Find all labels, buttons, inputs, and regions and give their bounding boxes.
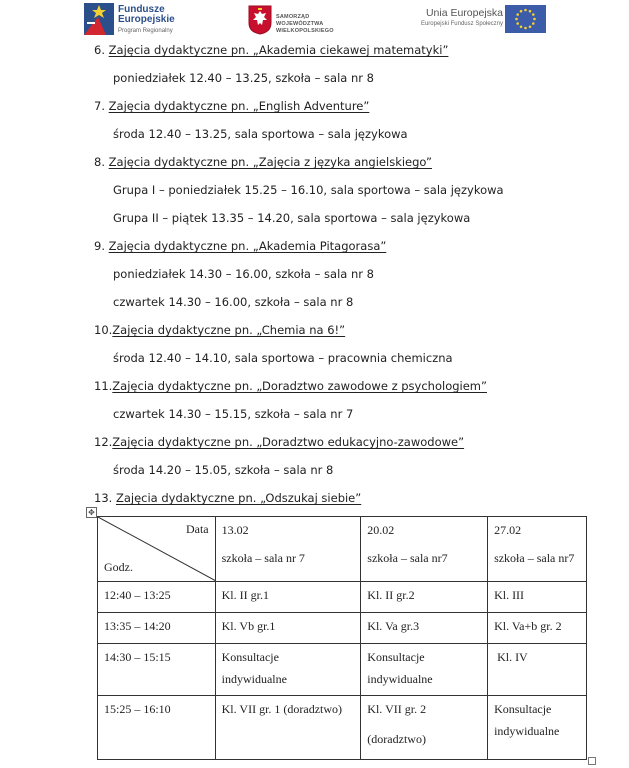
column-date: 13.02 [221,523,249,537]
eu-star [532,13,535,16]
table-cell: Kl. II gr.1 [215,582,361,613]
cell-line: Konsultacje [221,650,279,664]
item-number: 10. [94,323,113,337]
list-item-title [94,379,487,393]
item-title: Zajęcia dydaktyczne pn. „Doradztwo zawodowe z psychologiem” [112,379,487,393]
table-row [98,696,587,760]
eu-star [516,22,519,25]
table-cell [488,644,587,696]
column-place: szkoła – sala nr 7 [221,551,305,565]
cell-line: Konsultacje [494,702,552,716]
table-row [98,644,587,696]
page-header [0,0,629,40]
corner-cell [98,517,216,582]
column-date: 20.02 [367,523,395,537]
list-item-title [94,43,448,57]
cell-line: indywidualne [367,672,433,686]
table-resize-handle[interactable] [588,757,596,765]
item-title: Zajęcia dydaktyczne pn. „Akademia Pitagorasa” [108,239,387,253]
table-cell: Kl. Va+b gr. 2 [488,613,587,644]
table-header-row [98,517,587,582]
item-number: 11. [94,379,113,393]
cell-line: (doradztwo) [367,732,426,746]
item-detail: środa 12.40 – 13.25, sala sportowa – sala językowa [113,127,408,141]
eu-star [515,18,518,21]
list-item-title [94,435,464,449]
list-item-title [94,491,361,505]
cell-line: Konsultacje [367,650,425,664]
item-number: 8. [94,155,105,169]
cell-line: indywidualne [221,672,287,686]
item-number: 13. [94,491,113,505]
column-date: 27.02 [494,523,522,537]
cell-line: Kl. VII gr. 2 [367,702,427,716]
cell-line: Kl. IV [494,650,528,664]
item-title: Zajęcia dydaktyczne pn. „Zajęcia z języka angielskiego” [108,155,433,169]
wielkopolska-logo [248,5,358,37]
wlkp-line2: WIELKOPOLSKIEGO [276,28,334,34]
cell-line: Kl. VII gr. 1 (doradztwo) [221,702,343,716]
wlkp-line1: SAMORZĄD WOJEWÓDZTWA [276,14,324,27]
item-title: Zajęcia dydaktyczne pn. „Doradztwo edukacyjno-zawodowe” [112,435,465,449]
eu-star [529,25,532,28]
table-row [98,582,587,613]
item-number: 6. [94,43,105,57]
eu-star [529,10,532,13]
fe-line1: Fundusze [118,4,165,15]
table-move-handle-icon[interactable]: ✥ [86,507,97,518]
list-item-title [94,323,345,337]
time-cell: 12:40 – 13:25 [98,582,216,613]
table-cell: Kl. Va gr.3 [361,613,488,644]
item-detail: czwartek 14.30 – 15.15, szkoła – sala nr 7 [113,407,354,421]
eu-flag-icon [505,5,546,33]
cell-line: indywidualne [494,724,560,738]
column-header [488,517,587,582]
eu-star [524,27,527,30]
corner-date-label: Data [185,522,209,536]
item-number: 7. [94,99,105,113]
item-number: 12. [94,435,113,449]
item-number: 9. [94,239,105,253]
ue-line2: Europejski Fundusz Społeczny [420,21,503,27]
table-row [98,613,587,644]
column-header [361,517,488,582]
eu-star [520,10,523,13]
item-detail: środa 14.20 – 15.05, szkoła – sala nr 8 [113,463,334,477]
table-cell [361,644,488,696]
table-cell: Kl. III [488,582,587,613]
list-item-title [94,155,432,169]
fundusze-europejskie-logo [84,3,184,35]
time-cell: 13:35 – 14:20 [98,613,216,644]
eu-star [533,18,536,21]
item-detail: poniedziałek 12.40 – 13.25, szkoła – sala nr 8 [113,71,374,85]
eu-star [524,9,527,12]
item-title: Zajęcia dydaktyczne pn. „Odszukaj siebie” [115,491,362,505]
table-cell: Kl. Vb gr.1 [215,613,361,644]
table-cell [361,696,488,760]
list-item-title [94,239,386,253]
column-place: szkoła – sala nr7 [367,551,448,565]
item-detail: poniedziałek 14.30 – 16.00, szkoła – sala nr 8 [113,267,374,281]
eu-star [516,13,519,16]
ue-line1: Unia Europejska [425,7,503,19]
item-title: Zajęcia dydaktyczne pn. „English Adventure” [108,99,370,113]
table-cell [488,696,587,760]
table-cell [215,696,361,760]
list-item-title [94,99,369,113]
eu-star [520,25,523,28]
column-header [215,517,361,582]
table-cell: Kl. II gr.2 [361,582,488,613]
item-title: Zajęcia dydaktyczne pn. „Chemia na 6!” [112,323,346,337]
time-cell: 15:25 – 16:10 [98,696,216,760]
unia-europejska-logo [417,5,547,37]
eagle-crest-icon [248,5,272,35]
item-detail: Grupa II – piątek 13.35 – 14.20, sala sportowa – sala językowa [113,211,471,225]
item-detail: czwartek 14.30 – 16.00, szkoła – sala nr 8 [113,295,354,309]
column-place: szkoła – sala nr7 [494,551,575,565]
corner-hour-label: Godz. [104,560,133,574]
schedule-table [97,516,587,760]
fe-line2: Europejskie [118,14,175,25]
eu-star [532,22,535,25]
time-cell: 14:30 – 15:15 [98,644,216,696]
fundusze-europejskie-mark-icon [84,3,114,35]
item-title: Zajęcia dydaktyczne pn. „Akademia ciekawej matematyki” [108,43,449,57]
table-cell [215,644,361,696]
item-detail: środa 12.40 – 14.10, sala sportowa – pracownia chemiczna [113,351,453,365]
fe-line3: Program Regionalny [118,28,173,34]
item-detail: Grupa I – poniedziałek 15.25 – 16.10, sala sportowa – sala językowa [113,183,504,197]
